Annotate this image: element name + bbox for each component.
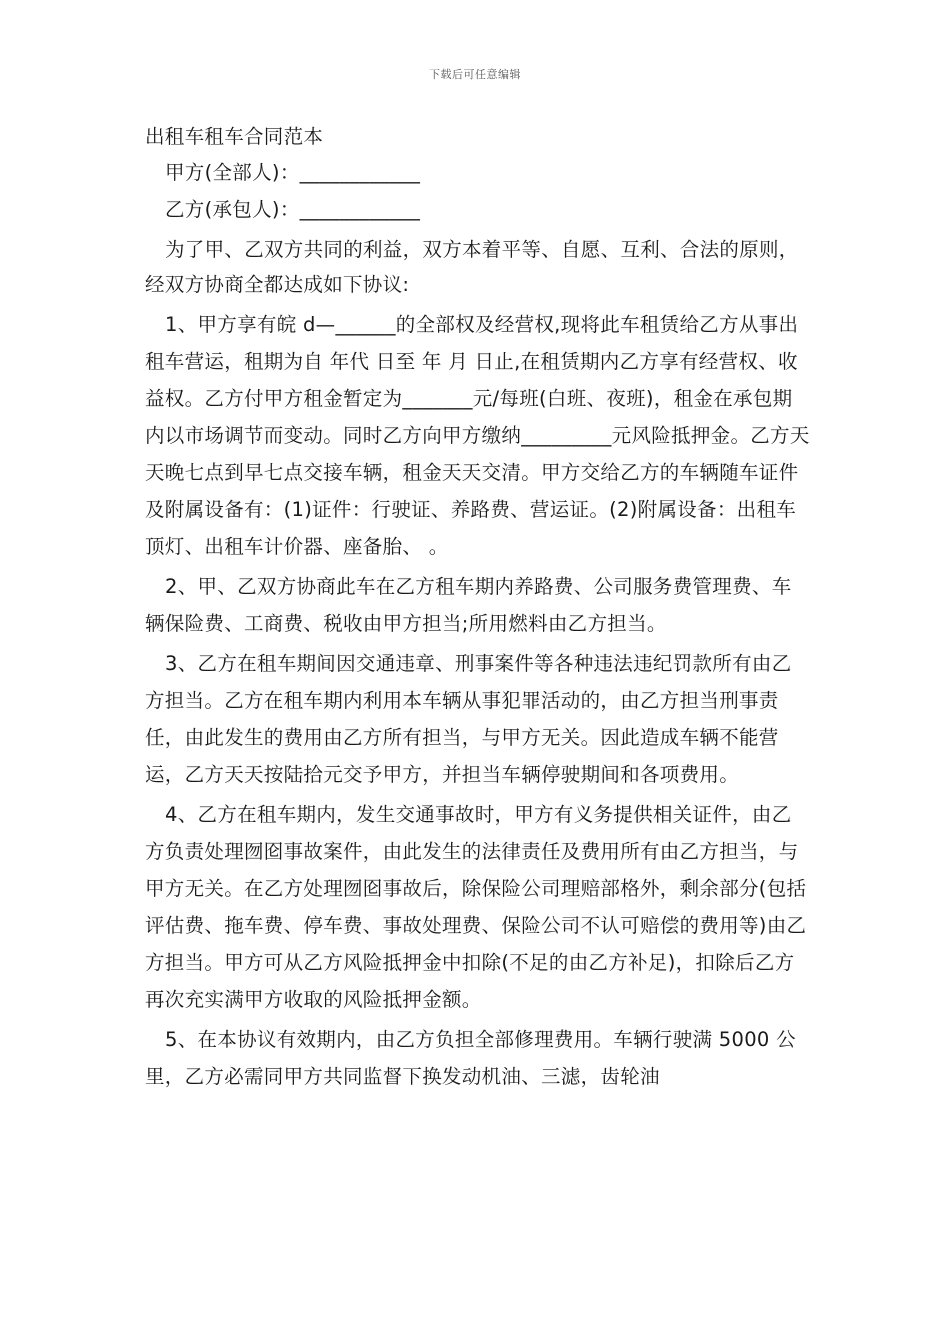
clause-5: 5、在本协议有效期内，由乙方负担全部修理费用。车辆行驶满 5000 公里，乙方必需同甲方共同监督下换发动机油、三滤，齿轮油 [145,1027,796,1088]
party-b-line: 乙方(承包人)：____________ [165,197,421,221]
clause-4: 4、乙方在租车期内，发生交通事故时，甲方有义务提供相关证件，由乙方负责处理囫囵事故案件，由此发生的法律责任及费用所有由乙方担当，与甲方无关。在乙方处理囫囵事故后，除保险公司理赔部格外，剩余部分(包括评估费、拖车费、停车费、事故处理费、保险公司不认可赔偿的费用等)由乙方担当。甲方可从乙方风险抵押金中扣除(不足的由乙方补足)，扣除后乙方再次充实满甲方收取的风险抵押金额。 [145,802,807,1011]
clause-1: 1、甲方享有皖 d—______的全部权及经营权,现将此车租赁给乙方从事出租车营运，租期为自 年代 日至 年 月 日止,在租赁期内乙方享有经营权、收益权。乙方付甲方租金暂定为_______元/每班(白班、夜班)，租金在承包期内以市场调节而变动。同时乙方向甲方缴纳_________元风险抵押金。乙方天天晚七点到早七点交接车辆，租金天天交清。甲方交给乙方的车辆随车证件及附属设备有：(1)证件：行驶证、养路费、营运证。(2)附属设备：出租车顶灯、出租车计价器、座备胎、 。 [145,312,810,558]
preamble-paragraph: 为了甲、乙双方共同的利益，双方本着平等、自愿、互利、合法的原则，经双方协商全都达成如下协议: [145,237,799,296]
header-note: 下载后可任意编辑 [429,68,521,81]
clause-2: 2、甲、乙双方协商此车在乙方租车期内养路费、公司服务费管理费、车辆保险费、工商费、税收由甲方担当;所用燃料由乙方担当。 [145,574,792,635]
clause-3: 3、乙方在租车期间因交通违章、刑事案件等各种违法违纪罚款所有由乙方担当。乙方在租车期内利用本车辆从事犯罪活动的，由乙方担当刑事责任，由此发生的费用由乙方所有担当，与甲方无关。因此造成车辆不能营运，乙方天天按陆拾元交予甲方，并担当车辆停驶期间和各项费用。 [145,651,792,786]
document-body [145,120,810,1095]
party-a-line: 甲方(全部人)：____________ [165,160,421,184]
document-title: 出租车租车合同范本 [145,125,324,148]
